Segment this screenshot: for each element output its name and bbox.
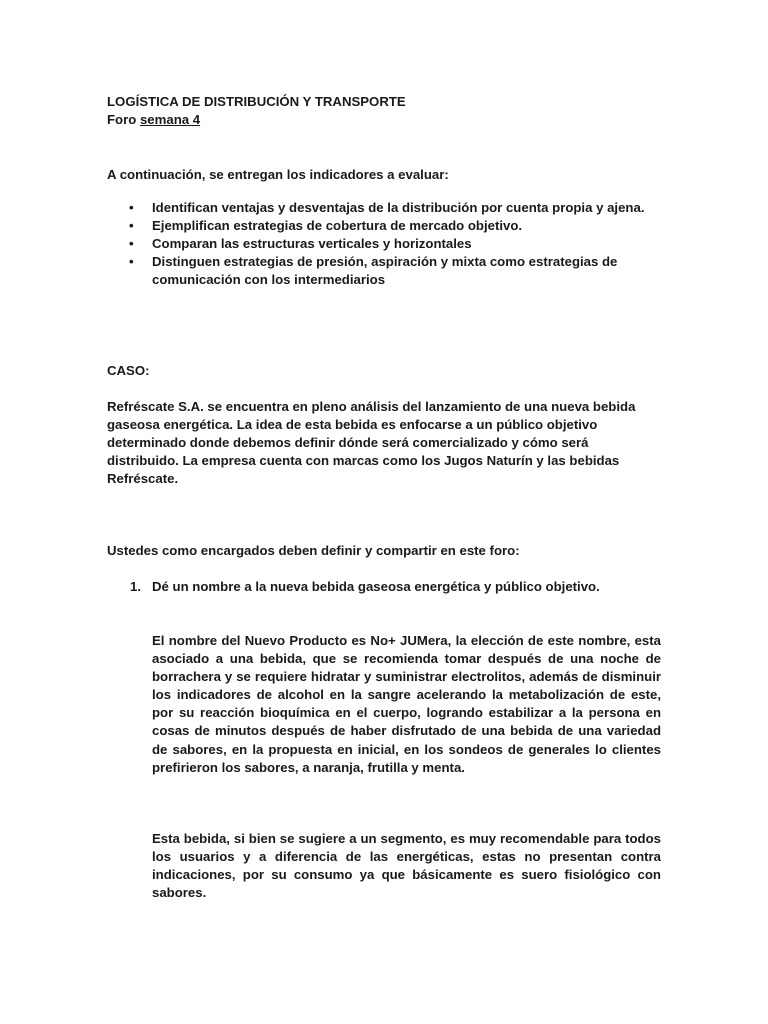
answer-paragraph-name: El nombre del Nuevo Producto es No+ JUMera, la elección de este nombre, esta asociado a una bebida, que se recomienda tomar después de una noche de borrachera y se requiere hidratar y suministrar electrolitos, además de disminuir los indicadores de alcohol en la sangre acelerando la metabolización de este, por su reacción bioquímica en el cuerpo, logrando estabilizar a la persona en cosas de minutos después de haber disfrutado de una bebida de una variedad de sabores, en la propuesta en inicial, en los sondeos de generales lo clientes prefirieron los sabores, a naranja, frutilla y menta. bbox=[152, 633, 661, 775]
task-intro: Ustedes como encargados deben definir y compartir en este foro: bbox=[107, 543, 520, 558]
list-item bbox=[107, 217, 667, 235]
foro-line bbox=[107, 111, 200, 129]
list-item bbox=[107, 235, 667, 253]
bullet-icon: • bbox=[129, 200, 134, 215]
indicator-text: Comparan las estructuras verticales y horizontales bbox=[152, 236, 472, 251]
foro-label: Foro bbox=[107, 112, 140, 127]
intro-text: A continuación, se entregan los indicadores a evaluar: bbox=[107, 167, 449, 182]
case-text: Refréscate S.A. se encuentra en pleno análisis del lanzamiento de una nueva bebida gaseosa energética. La idea de esta bebida es enfocarse a un público objetivo determinado donde debemos definir dónde será comercializado y cómo será distribuido. La empresa cuenta con marcas como los Jugos Naturín y las bebidas Refréscate. bbox=[107, 399, 636, 486]
indicator-text: Distinguen estrategias de presión, aspiración y mixta como estrategias de comunicación con los intermediarios bbox=[152, 254, 618, 287]
indicator-list bbox=[107, 199, 667, 289]
list-item bbox=[107, 199, 667, 217]
bullet-icon: • bbox=[129, 254, 134, 269]
answer-paragraph-audience: Esta bebida, si bien se sugiere a un segmento, es muy recomendable para todos los usuarios y a diferencia de las energéticas, estas no presentan contra indicaciones, por su consumo ya que básicamente es suero fisiológico con sabores. bbox=[152, 831, 661, 901]
indicator-text: Ejemplifican estrategias de cobertura de mercado objetivo. bbox=[152, 218, 523, 233]
question-number: 1. bbox=[130, 579, 141, 594]
bullet-icon: • bbox=[129, 218, 134, 233]
indicator-text: Identifican ventajas y desventajas de la distribución por cuenta propia y ajena. bbox=[152, 200, 645, 215]
foro-week-link: semana 4 bbox=[139, 112, 201, 127]
case-heading: CASO: bbox=[107, 363, 150, 378]
question-text: Dé un nombre a la nueva bebida gaseosa energética y público objetivo. bbox=[152, 579, 600, 594]
list-item bbox=[107, 253, 667, 289]
bullet-icon: • bbox=[129, 236, 134, 251]
document-title: LOGÍSTICA DE DISTRIBUCIÓN Y TRANSPORTE bbox=[107, 94, 406, 109]
